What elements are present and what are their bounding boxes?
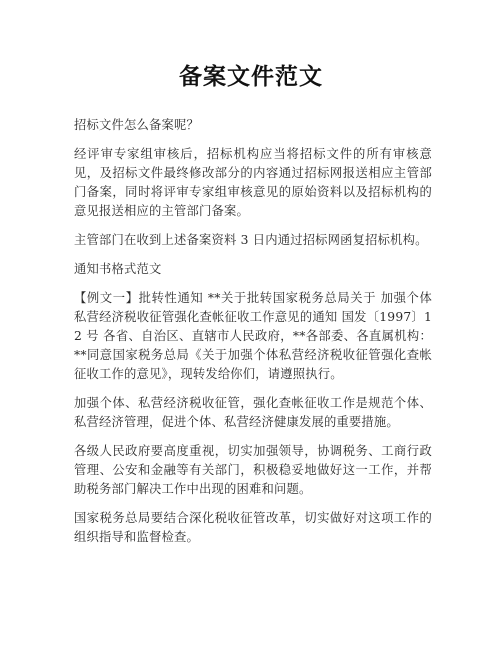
paragraph-governments: 各级人民政府要高度重视，切实加强领导，协调税务、工商行政管理、公安和金融等有关部门，积极稳妥地做好这一工作，并帮助税务部门解决工作中出现的困难和问题。	[74, 444, 432, 496]
paragraph-question: 招标文件怎么备案呢？	[74, 118, 199, 132]
paragraph-notice-format: 通知书格式范文	[74, 262, 162, 276]
document-title: 备案文件范文	[179, 64, 323, 90]
document-body	[74, 116, 432, 557]
paragraph-example-one: 【例文一】批转性通知 **关于批转国家税务总局关于 加强个体私营经济税收征管强化查帐征收工作意见的通知 国发〔1997〕12 号 各省、自治区、直辖市人民政府，**各部委、各直属机构： **同意国家税务总局《关于加强个体私营经济税收征管强化查帐征收工作的意见》，现转发给你们，请遵照执行。	[74, 291, 432, 381]
paragraph-tax-bureau: 国家税务总局要结合深化税收征管改革，切实做好对这项工作的组织指导和监督检查。	[74, 511, 432, 544]
paragraph-strengthen: 加强个体、私营经济税收征管，强化查帐征收工作是规范个体、私营经济管理，促进个体、私营经济健康发展的重要措施。	[74, 396, 432, 429]
paragraph-review: 经评审专家组审核后，招标机构应当将招标文件的所有审核意见，及招标文件最终修改部分的内容通过招标网报送相应主管部门备案，同时将评审专家组审核意见的原始资料以及招标机构的意见报送相应的主管部门备案。	[74, 147, 432, 218]
paragraph-reply: 主管部门在收到上述备案资料 3 日内通过招标网函复招标机构。	[74, 233, 428, 247]
